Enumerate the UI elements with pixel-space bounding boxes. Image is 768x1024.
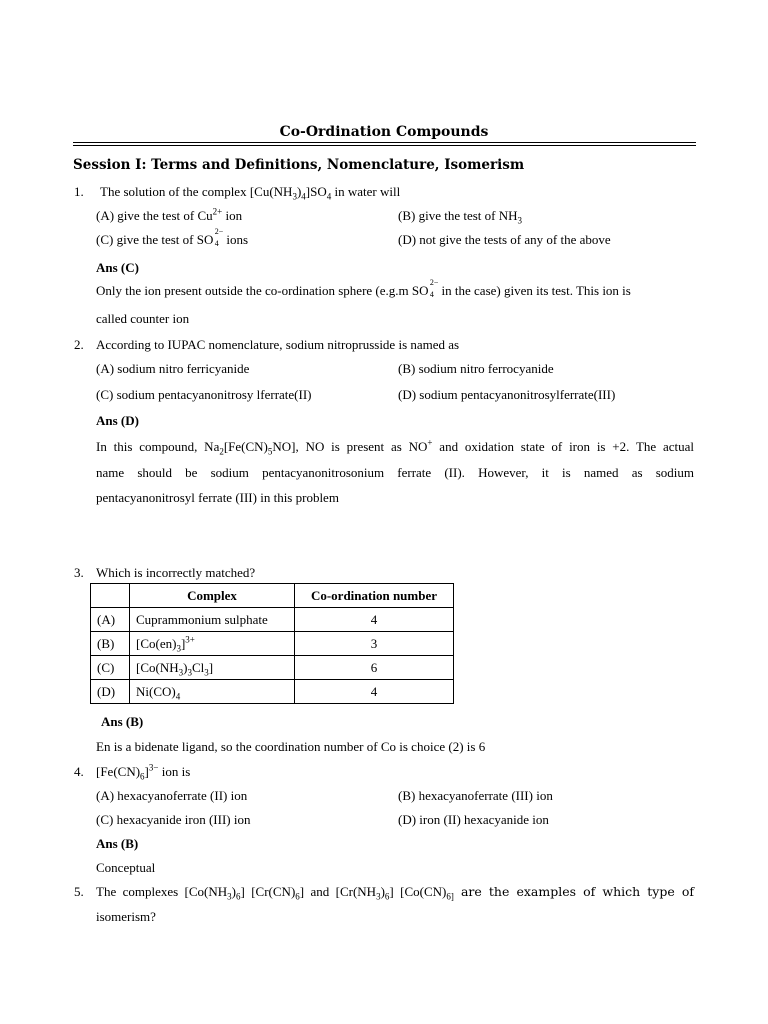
table-header-row xyxy=(91,584,454,608)
row-label: (C) xyxy=(91,656,130,680)
row-cn: 3 xyxy=(295,632,454,656)
q1-stem: The solution of the complex $[Cu(NH_3)_4]SO_4$ in water will xyxy=(100,184,401,202)
q4-option-a: (A) hexacyanoferrate (II) ion xyxy=(96,788,248,803)
q4-answer: Ans (B) xyxy=(96,836,139,851)
row-complex: $[Co(NH_3)_3Cl_3]$ xyxy=(130,656,295,680)
q5-number: 5. xyxy=(74,884,84,899)
row-complex: Cuprammonium sulphate xyxy=(130,608,295,632)
q3-explanation: En is a bidenate ligand, so the coordination number of Co is choice (2) is 6 xyxy=(96,739,486,754)
q2-option-d: (D) sodium pentacyanonitrosylferrate(III) xyxy=(398,387,616,402)
row-label: (B) xyxy=(91,632,130,656)
table-row xyxy=(91,632,454,656)
row-complex: $[Co(en)_3]^{3+}$ xyxy=(130,632,295,656)
q2-option-c: (C) sodium pentacyanonitrosy lferrate(II) xyxy=(96,387,312,402)
q1-option-a: (A) give the test of $Cu^{2+}$ ion xyxy=(96,206,243,223)
title-rule-bottom xyxy=(73,145,696,146)
table-header-complex: Complex xyxy=(130,584,295,608)
q4-option-b: (B) hexacyanoferrate (III) ion xyxy=(398,788,553,803)
q2-option-a: (A) sodium nitro ferricyanide xyxy=(96,361,250,376)
q4-option-d: (D) iron (II) hexacyanide ion xyxy=(398,812,549,827)
row-cn: 4 xyxy=(295,680,454,704)
row-cn: 4 xyxy=(295,608,454,632)
sulfate-formula: SO 2− 4 xyxy=(196,227,224,248)
sulfate-formula-2: SO 2− 4 xyxy=(411,278,439,299)
q2-explanation-line1: In this compound, $Na_2[Fe(CN)_5NO]$, NO is present as NO+ and oxidation state of iron is +2. The actual xyxy=(96,437,695,457)
q3-number: 3. xyxy=(74,565,84,580)
q1-answer: Ans (C) xyxy=(96,260,139,275)
row-complex: $Ni(CO)_4$ xyxy=(130,680,295,704)
q5-stem-line2: isomerism? xyxy=(96,909,156,924)
q2-number: 2. xyxy=(74,337,84,352)
table-row xyxy=(91,608,454,632)
table-header-label xyxy=(91,584,130,608)
q4-explanation: Conceptual xyxy=(96,860,156,875)
q3-answer: Ans (B) xyxy=(101,714,144,729)
table-row xyxy=(91,656,454,680)
q4-number: 4. xyxy=(74,764,84,779)
row-label: (D) xyxy=(91,680,130,704)
q1-explanation-line1: Only the ion present outside the co-ordination sphere (e.g.m SO 2− 4 in the case) given its test. This ion is xyxy=(96,278,631,299)
q3-stem: Which is incorrectly matched? xyxy=(96,565,256,580)
q2-explanation-line3: pentacyanonitrosyl ferrate (III) in this problem xyxy=(96,490,339,505)
q5-stem-line1: The complexes $[Co(NH_3)_6]$ $[Cr(CN)_6]$ and $[Cr(NH_3)_6]$ [$Co(CN)_{6]}$ are the examples of which type of xyxy=(96,884,695,902)
q1-explanation-line2: called counter ion xyxy=(96,311,190,326)
q1-option-d: (D) not give the tests of any of the above xyxy=(398,232,611,247)
row-cn: 6 xyxy=(295,656,454,680)
session-heading: Session I: Terms and Definitions, Nomenclature, Isomerism xyxy=(73,157,525,173)
q2-answer: Ans (D) xyxy=(96,413,139,428)
q4-option-c: (C) hexacyanide iron (III) ion xyxy=(96,812,251,827)
q1-option-c: (C) give the test of SO 2− 4 ions xyxy=(96,227,249,248)
q2-explanation-line2: name should be sodium pentacyanonitrosonium ferrate (II). However, it is named as sodium xyxy=(96,465,694,480)
q2-option-b: (B) sodium nitro ferrocyanide xyxy=(398,361,554,376)
table-row xyxy=(91,680,454,704)
match-table xyxy=(90,583,454,704)
row-label: (A) xyxy=(91,608,130,632)
page-title: Co-Ordination Compounds xyxy=(279,124,489,140)
table-header-cn: Co-ordination number xyxy=(295,584,454,608)
q1-number: 1. xyxy=(74,184,84,199)
q2-stem: According to IUPAC nomenclature, sodium nitroprusside is named as xyxy=(96,337,460,352)
title-rule-top xyxy=(73,142,696,143)
q4-stem: $[Fe(CN)_6]^{3-}$ ion is xyxy=(96,762,191,782)
q1-option-b: (B) give the test of $NH_3$ xyxy=(398,208,523,226)
